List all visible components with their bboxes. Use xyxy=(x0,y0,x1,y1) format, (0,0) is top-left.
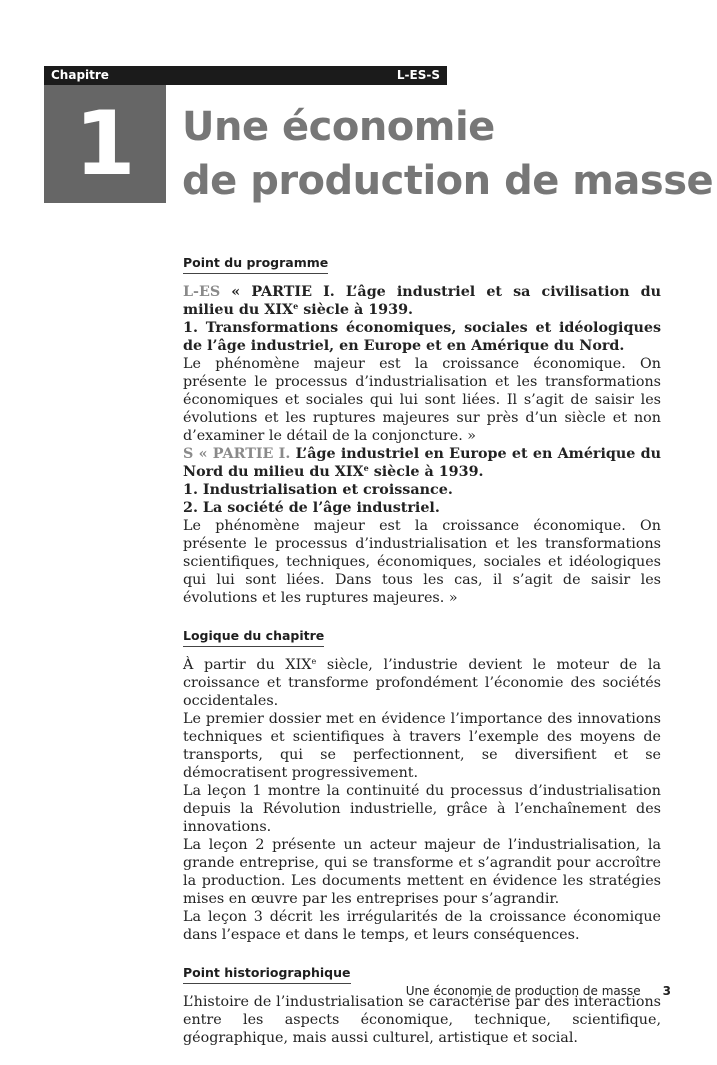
chapter-label: Chapitre xyxy=(51,68,109,82)
title-line-1: Une économie xyxy=(182,104,495,150)
logique-paragraph-3: La leçon 1 montre la continuité du processus d’industrialisation depuis la Révolution industrielle, grâce à l’enchaînement des innovations. xyxy=(183,783,661,835)
page-title xyxy=(182,100,714,208)
title-line-2: de production de masse xyxy=(182,158,714,204)
les-subtitle: 1. Transformations économiques, sociales et idéologiques de l’âge industriel, en Europe et en Amérique du Nord. xyxy=(183,320,661,354)
s-subtitle-2: 2. La société de l’âge industriel. xyxy=(183,500,440,516)
historio-paragraph-1: L’histoire de l’industrialisation se caractérise par des interactions entre les aspects économique, technique, scientifique, géographique, mais aussi culturel, artistique et social. xyxy=(183,994,661,1046)
page-number: 3 xyxy=(662,984,671,998)
s-subtitle-1: 1. Industrialisation et croissance. xyxy=(183,482,453,498)
logique-paragraph-1: À partir du XIXe siècle, l’industrie devient le moteur de la croissance et transforme profondément l’économie des sociétés occidentales. xyxy=(183,657,662,709)
les-prefix: L-ES xyxy=(183,284,221,300)
logique-paragraph-5: La leçon 3 décrit les irrégularités de la croissance économique dans l’espace et dans le temps, et leurs conséquences. xyxy=(183,909,661,943)
section-programme xyxy=(183,252,661,607)
logique-paragraph-2: Le premier dossier met en évidence l’importance des innovations techniques et scientifiques à travers l’exemple des moyens de transports, qui se perfectionnent, se diversifient et se démocratisent progressivement. xyxy=(183,711,661,781)
s-title: S « PARTIE I. L’âge industriel en Europe et en Amérique du Nord du milieu du XIXe siècle à 1939. xyxy=(183,446,662,480)
section-historiographique xyxy=(183,962,661,1047)
logique-body xyxy=(183,656,661,944)
logique-heading: Logique du chapitre xyxy=(183,627,324,647)
running-title: Une économie de production de masse xyxy=(405,984,641,998)
series-label: L-ES-S xyxy=(396,68,440,82)
s-prefix: S « PARTIE I. xyxy=(183,446,291,462)
logique-paragraph-4: La leçon 2 présente un acteur majeur de l’industrialisation, la grande entreprise, qui se transforme et s’agrandit pour accroître la production. Les documents mettent en évidence les stratégies mises en œuvre par les entreprises pour s’agrandir. xyxy=(183,837,661,907)
section-logique xyxy=(183,625,661,944)
s-text: Le phénomène majeur est la croissance économique. On présente le processus d’industrialisation et les transformations scientifiques, techniques, économiques, sociales et idéologiques qui lui sont liées. Dans tous les cas, il s’agit de saisir les évolutions et les ruptures majeures. » xyxy=(183,518,661,606)
historio-heading: Point historiographique xyxy=(183,964,351,984)
page-footer xyxy=(406,984,671,998)
main-content xyxy=(183,252,661,1065)
les-text: Le phénomène majeur est la croissance économique. On présente le processus d’industrialisation et les transformations économiques et sociales qui lui sont liées. Il s’agit de saisir les évolutions et les ruptures majeures sur près d’un siècle et non d’examiner le détail de la conjoncture. » xyxy=(183,356,661,444)
chapter-number-box xyxy=(44,85,166,203)
les-title: L-ES « PARTIE I. L’âge industriel et sa civilisation du milieu du XIXe siècle à 1939. xyxy=(183,284,661,318)
programme-body xyxy=(183,283,661,607)
historio-body xyxy=(183,993,661,1047)
chapter-number: 1 xyxy=(74,92,136,195)
programme-heading: Point du programme xyxy=(183,254,328,274)
chapter-bar xyxy=(44,66,447,85)
